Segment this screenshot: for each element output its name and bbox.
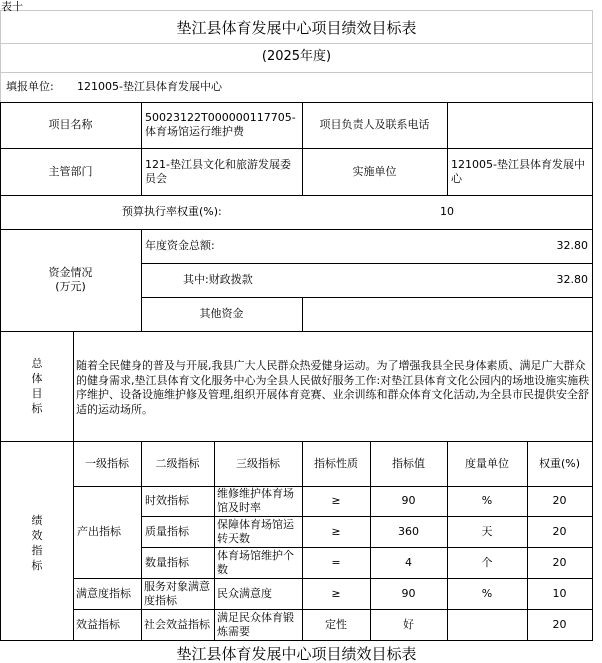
table-border <box>527 441 528 641</box>
table-border <box>302 102 303 195</box>
weight-cell: 20 <box>552 618 567 631</box>
goal-label: 总体目标 <box>31 357 43 415</box>
funds-fiscal-value: 32.80 <box>556 273 588 286</box>
table-border <box>0 102 1 641</box>
funds-label: 资金情况 <box>48 266 93 279</box>
weight-cell: 10 <box>552 587 567 600</box>
level1-benefit: 效益指标 <box>76 618 120 631</box>
value-cell: 4 <box>405 556 412 569</box>
gridline <box>0 43 593 44</box>
budget-rate-label: 预算执行率权重(%): <box>122 205 222 218</box>
header-level2: 二级指标 <box>155 457 200 470</box>
project-name-label: 项目名称 <box>48 118 93 131</box>
table-border <box>447 441 448 641</box>
table-border <box>141 516 593 517</box>
funds-total-value: 32.80 <box>556 239 588 252</box>
value-cell: 90 <box>401 587 416 600</box>
level3-cell: 民众满意度 <box>217 587 272 600</box>
table-border <box>214 441 215 641</box>
funds-unit: (万元) <box>55 280 86 293</box>
table-border <box>0 195 593 196</box>
table-border <box>141 102 142 195</box>
nature-cell: ≥ <box>331 525 341 538</box>
level3-cell: 保障体育场馆运转天数 <box>217 518 294 545</box>
level2-cell: 数量指标 <box>145 556 189 569</box>
level1-satisfaction: 满意度指标 <box>76 587 131 600</box>
table-border <box>0 148 593 149</box>
gridline <box>0 72 593 73</box>
funds-other-label: 其他资金 <box>199 307 244 320</box>
unit-cell: % <box>481 587 493 600</box>
weight-cell: 20 <box>552 494 567 507</box>
table-border <box>73 486 593 487</box>
level3-cell: 满足民众体育锻炼需要 <box>217 611 294 638</box>
header-level3: 三级指标 <box>236 457 280 470</box>
nature-cell: ≥ <box>331 494 341 507</box>
table-border <box>0 331 593 332</box>
dept-value: 121-垫江县文化和旅游发展委员会 <box>145 158 291 185</box>
table-border <box>73 331 74 641</box>
nature-cell: ≥ <box>331 587 341 600</box>
sheet-label: 表十 <box>1 0 23 13</box>
table-border <box>447 102 448 195</box>
funds-total-label: 年度资金总额: <box>145 239 215 252</box>
filler-value: 121005-垫江县体育发展中心 <box>77 80 222 93</box>
table-border <box>141 297 593 298</box>
dept-label: 主管部门 <box>48 165 93 178</box>
value-cell: 360 <box>398 525 419 538</box>
table-border <box>0 441 593 442</box>
table-border <box>302 441 303 641</box>
nature-cell: 定性 <box>325 618 347 631</box>
table-border <box>73 578 593 579</box>
weight-cell: 20 <box>552 525 567 538</box>
project-leader-label: 项目负责人及联系电话 <box>319 118 430 131</box>
table-border <box>0 229 593 230</box>
header-value: 指标值 <box>392 457 425 470</box>
header-weight: 权重(%) <box>538 457 581 470</box>
table-border <box>370 441 371 641</box>
level2-cell: 服务对象满意度指标 <box>144 580 210 607</box>
gridline <box>0 10 593 11</box>
table-border <box>141 263 593 264</box>
level1-output: 产出指标 <box>77 525 121 538</box>
goal-text: 随着全民健身的普及与开展,我县广大人民群众热爱健身运动。为了增强我县全民身体素质、满足广大群众的健身需求,垫江县体育文化服务中心为全县人民做好服务工作:对垫江县体育文化公园内的场地设施实施秩序维护、设备设施维护修及管理,组织开展体育竞赛、业余训练和群众体育文化活动,为全县市民提供安全舒适的运动场所。 <box>76 359 590 416</box>
table-border <box>302 297 303 331</box>
table-border <box>0 640 593 641</box>
page-title: 垫江县体育发展中心项目绩效目标表 <box>176 19 417 37</box>
level2-cell: 时效指标 <box>145 494 189 507</box>
budget-rate-value: 10 <box>440 205 454 218</box>
header-unit: 度量单位 <box>465 457 509 470</box>
header-level1: 一级指标 <box>85 457 129 470</box>
impl-label: 实施单位 <box>352 165 397 178</box>
year-label: (2025年度) <box>261 49 332 64</box>
next-table-title: 垫江县体育发展中心项目绩效目标表 <box>176 645 417 663</box>
funds-fiscal-label: 其中:财政拨款 <box>183 273 253 286</box>
table-border <box>592 102 593 641</box>
level3-cell: 维修维护体育场馆及时率 <box>217 487 294 514</box>
level3-cell: 体育场馆维护个数 <box>217 549 294 576</box>
nature-cell: = <box>331 556 341 569</box>
unit-cell: 天 <box>481 525 493 538</box>
impl-value: 121005-垫江县体育发展中心 <box>451 158 585 185</box>
level2-cell: 社会效益指标 <box>144 618 210 631</box>
perf-label: 绩效指标 <box>31 514 43 572</box>
value-cell: 90 <box>401 494 416 507</box>
weight-cell: 20 <box>552 556 567 569</box>
value-cell: 好 <box>403 618 414 631</box>
project-name-value: 50023122T000000117705-体育场馆运行维护费 <box>145 111 296 138</box>
unit-cell: 个 <box>481 556 493 569</box>
table-border <box>73 609 593 610</box>
table-border <box>0 102 593 103</box>
unit-cell: % <box>481 494 493 507</box>
table-border <box>141 547 593 548</box>
table-border <box>141 441 142 641</box>
header-nature: 指标性质 <box>314 457 358 470</box>
level2-cell: 质量指标 <box>145 525 189 538</box>
filler-label: 填报单位: <box>6 80 54 93</box>
